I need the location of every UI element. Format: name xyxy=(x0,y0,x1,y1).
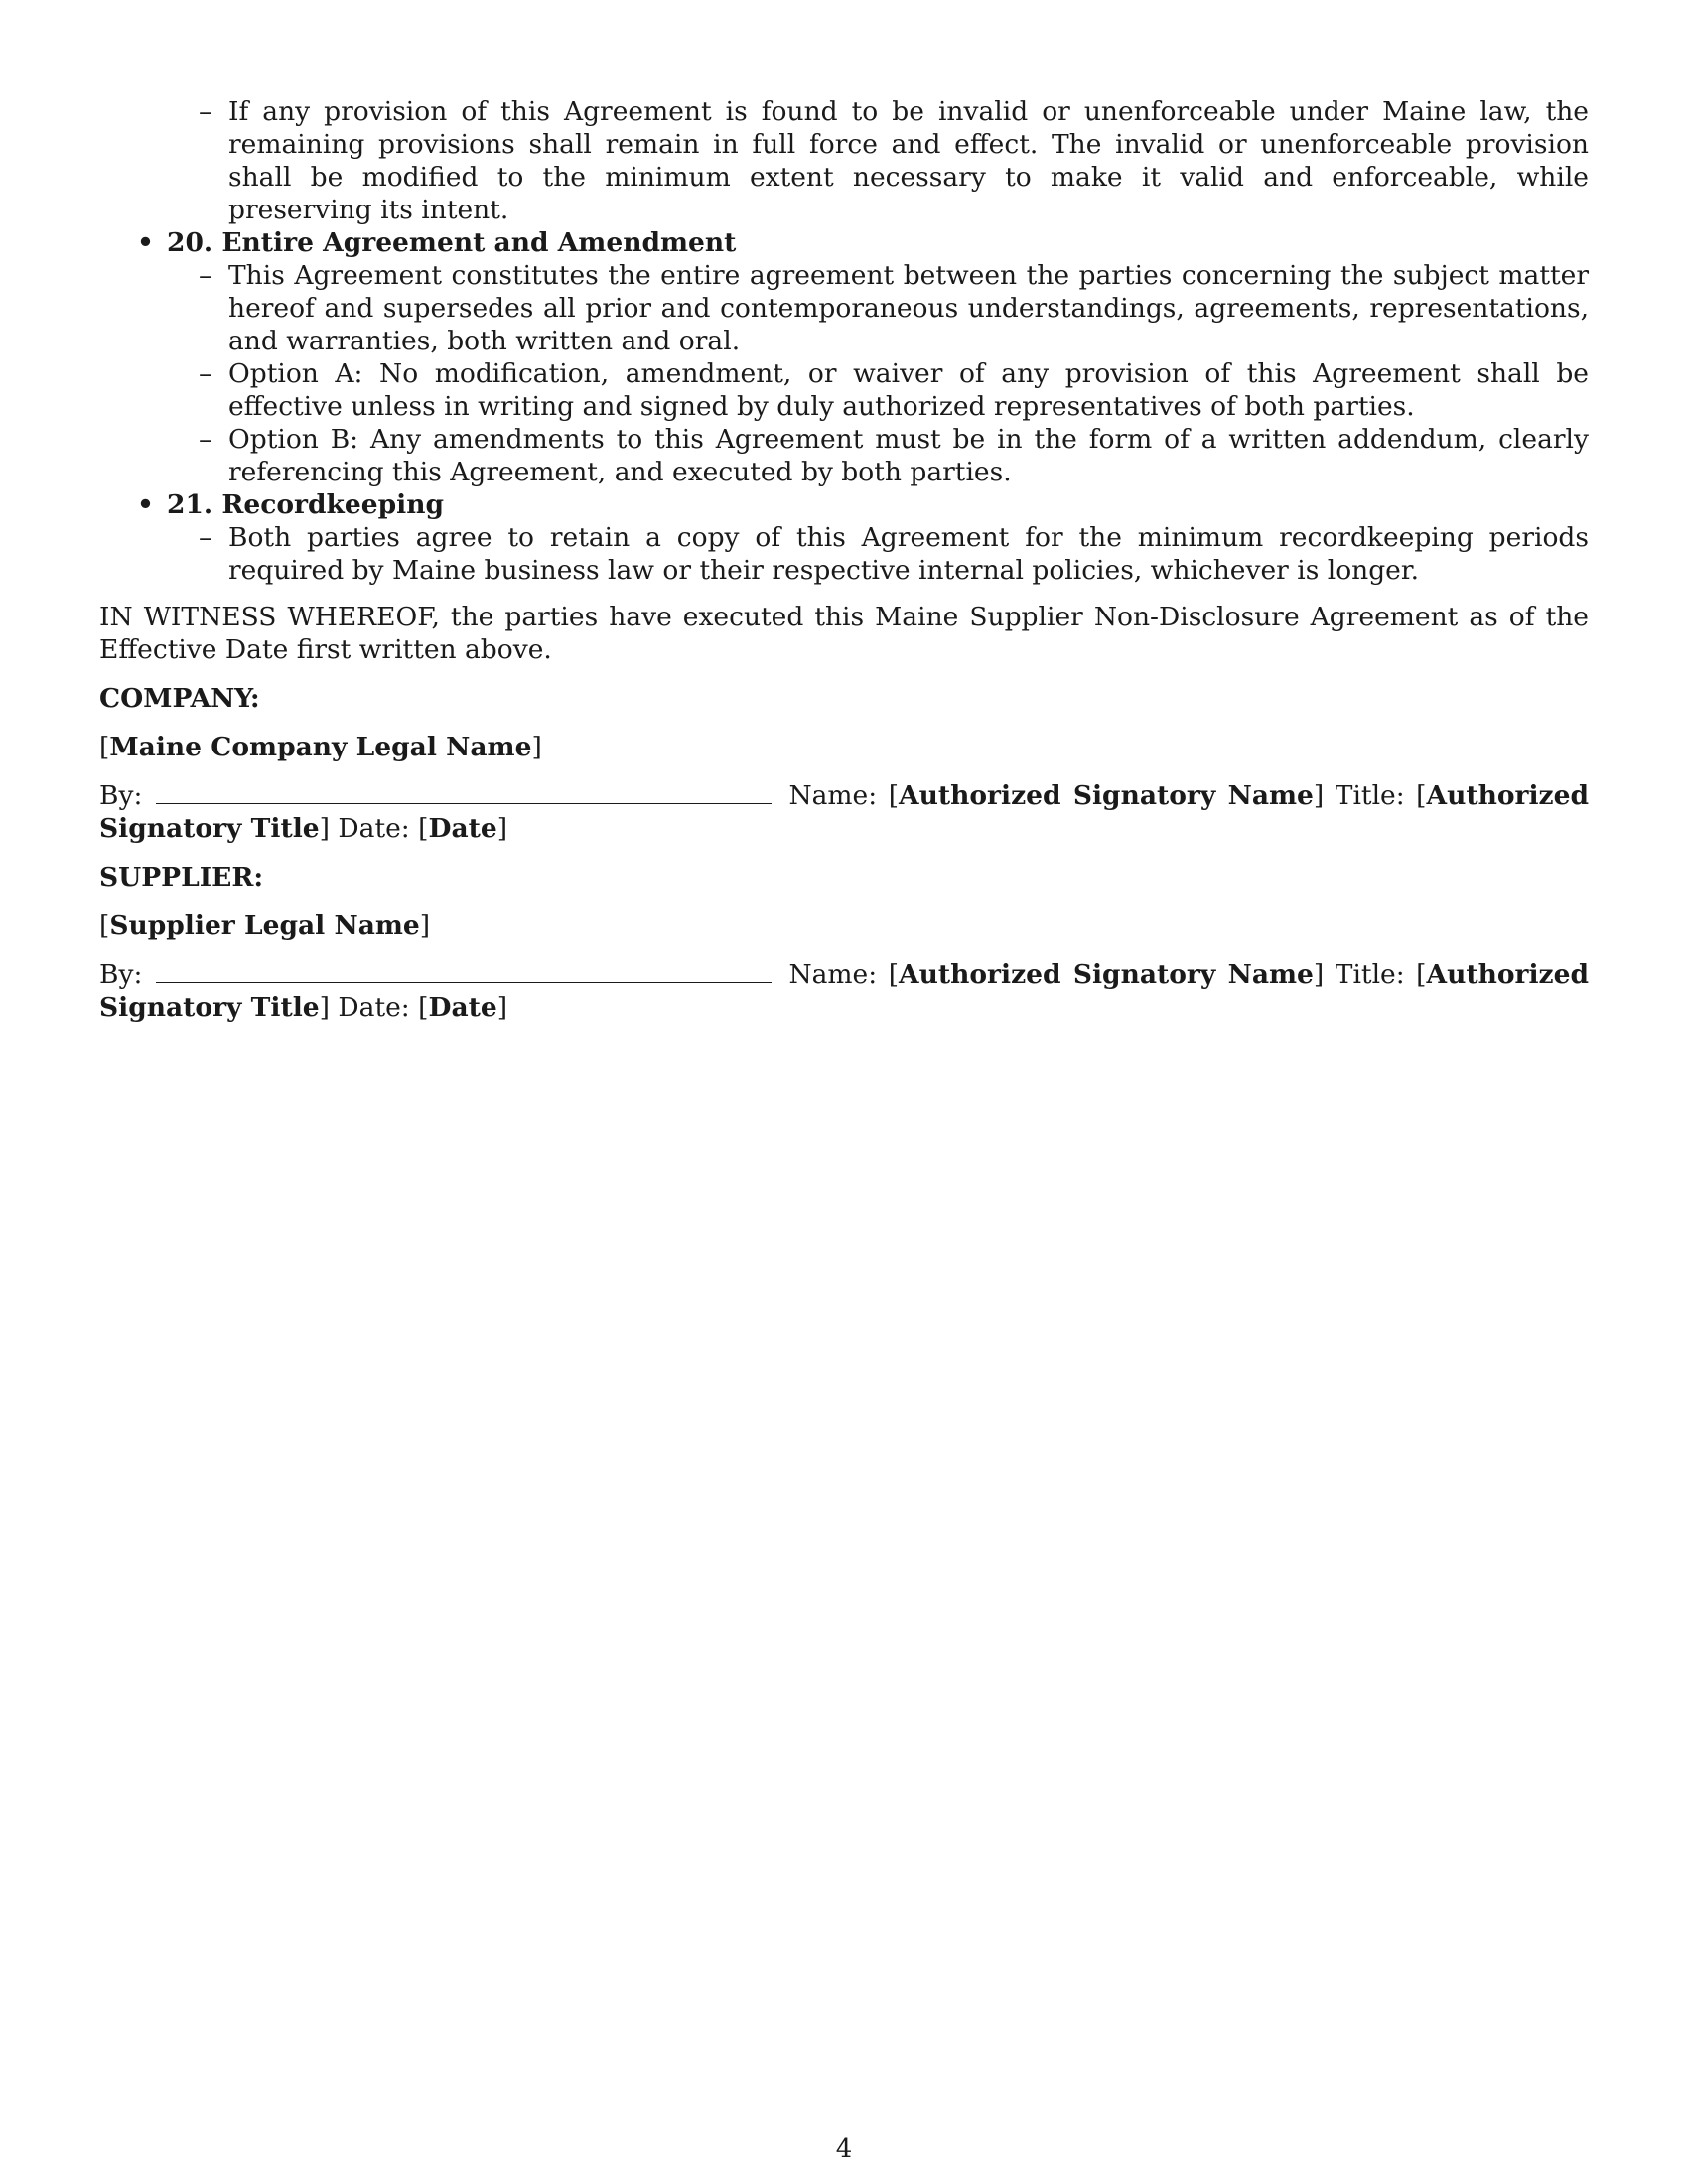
supplier-signatory-title: Authorized Signatory Title xyxy=(99,959,1589,1023)
item-text: Both parties agree to retain a copy of this Agreement for the minimum recordkeeping periods required by Maine business law or their respective internal policies, whichever is longer. xyxy=(228,522,1589,586)
bullet-marker: • xyxy=(137,227,154,258)
by-label: By: xyxy=(99,959,143,990)
page-number: 4 xyxy=(835,2134,853,2164)
company-label: COMPANY: xyxy=(99,683,260,714)
section-heading: 20. Entire Agreement and Amendment xyxy=(167,227,737,258)
item-text: Option A: No modification, amendment, or waiver of any provision of this Agreement shall be effective unless in writing and signed by duly authorized representatives of both parties. xyxy=(228,358,1589,422)
list-item xyxy=(167,357,1589,423)
section-list xyxy=(99,226,1589,587)
title-label: Title: xyxy=(1335,780,1405,811)
date-label: Date: xyxy=(338,813,410,844)
item-text: Option B: Any amendments to this Agreement must be in the form of a written addendum, clearly referencing this Agreement, and executed by both parties. xyxy=(228,424,1589,487)
name-label: Name: xyxy=(788,780,878,811)
supplier-legal-name: [Supplier Legal Name] xyxy=(99,910,431,941)
supplier-date: Date xyxy=(428,992,497,1023)
company-legal-name: [Maine Company Legal Name] xyxy=(99,732,542,762)
company-date: Date xyxy=(428,813,497,844)
section-21 xyxy=(99,488,1589,587)
section-subitems xyxy=(167,259,1589,488)
supplier-name-text: Supplier Legal Name xyxy=(109,910,420,941)
supplier-signature-line[interactable] xyxy=(156,960,772,983)
dash-marker: – xyxy=(199,96,212,127)
document-page xyxy=(99,95,1589,1024)
supplier-signature-block: By: Name: [Authorized Signatory Name] Title: [Authorized Signatory Title] Date: [Date] xyxy=(99,959,1589,1023)
by-label: By: xyxy=(99,780,143,811)
list-item xyxy=(167,423,1589,488)
name-label: Name: xyxy=(788,959,878,990)
company-signature-block: By: Name: [Authorized Signatory Name] Title: [Authorized Signatory Title] Date: [Date] xyxy=(99,780,1589,844)
company-signatory-title: Authorized Signatory Title xyxy=(99,780,1589,844)
list-item xyxy=(167,95,1589,226)
dash-marker: – xyxy=(199,260,212,291)
list-item xyxy=(167,259,1589,357)
dash-marker: – xyxy=(199,522,212,553)
item-text: This Agreement constitutes the entire agreement between the parties concerning the subject matter hereof and supersedes all prior and contemporaneous understandings, agreements, representations, and warranties, both written and oral. xyxy=(228,260,1589,356)
company-signature-line[interactable] xyxy=(156,781,772,804)
section-20 xyxy=(99,226,1589,488)
leading-subitems xyxy=(99,95,1589,226)
witness-paragraph: IN WITNESS WHEREOF, the parties have executed this Maine Supplier Non-Disclosure Agreement as of the Effective Date first written above. xyxy=(99,602,1589,665)
item-text: If any provision of this Agreement is found to be invalid or unenforceable under Maine law, the remaining provisions shall remain in full force and effect. The invalid or unenforceable provision shall be modified to the minimum extent necessary to make it valid and enforceable, while preserving its intent. xyxy=(228,96,1589,225)
supplier-label: SUPPLIER: xyxy=(99,862,264,892)
section-heading: 21. Recordkeeping xyxy=(167,489,444,520)
title-label: Title: xyxy=(1335,959,1405,990)
list-item xyxy=(167,521,1589,587)
dash-marker: – xyxy=(199,424,212,455)
date-label: Date: xyxy=(338,992,410,1023)
company-name-text: Maine Company Legal Name xyxy=(109,732,532,762)
supplier-signatory-name: Authorized Signatory Name xyxy=(899,959,1314,990)
company-signatory-name: Authorized Signatory Name xyxy=(899,780,1314,811)
dash-marker: – xyxy=(199,358,212,389)
bullet-marker: • xyxy=(137,489,154,520)
section-subitems xyxy=(167,521,1589,587)
